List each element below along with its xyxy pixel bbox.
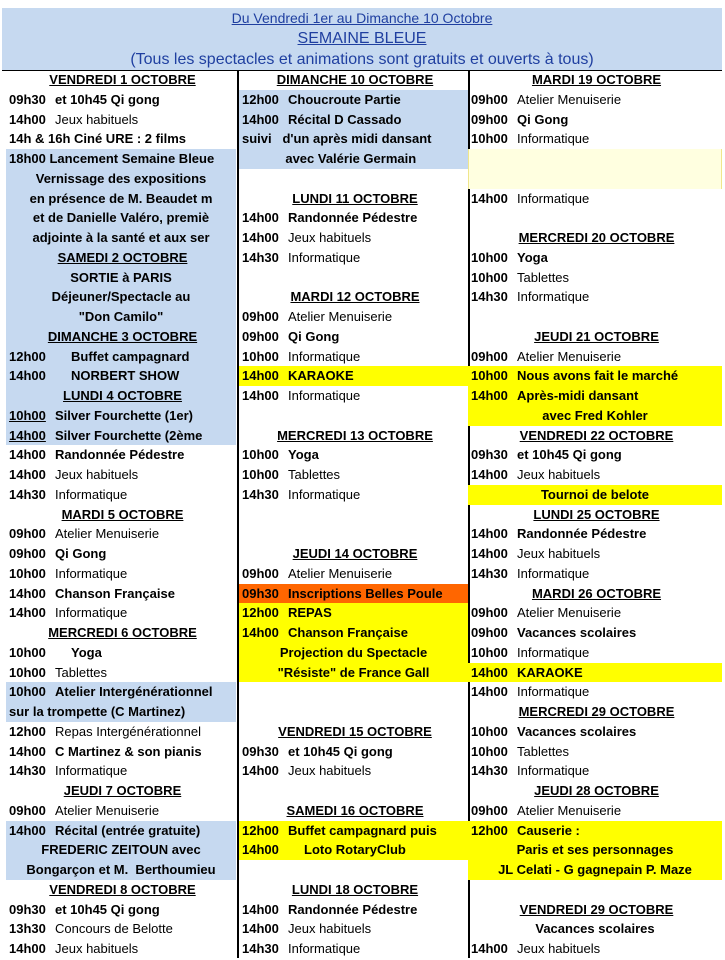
event-time: 09h30 — [9, 901, 46, 917]
event-label: Causerie : — [517, 822, 580, 838]
event-time: 12h00 — [242, 605, 279, 621]
event-row — [468, 544, 722, 564]
event-label: Buffet campagnard — [71, 348, 190, 364]
event-row — [6, 742, 236, 762]
event-time: 14h00 — [9, 585, 46, 601]
event-time: 10h00 — [471, 269, 508, 285]
event-row — [468, 761, 722, 781]
event-label: Jeux habituels — [55, 111, 139, 127]
day-heading: DIMANCHE 10 OCTOBRE — [276, 72, 434, 87]
event-time: 10h00 — [471, 131, 508, 147]
event-label: Informatique — [517, 565, 590, 581]
event-time: 10h00 — [471, 743, 508, 759]
event-row — [468, 287, 722, 307]
event-row — [6, 761, 236, 781]
event-label: Repas Intergénérationnel — [55, 723, 201, 739]
day-heading: LUNDI 18 OCTOBRE — [291, 881, 419, 897]
event-label: Loto RotaryClub — [304, 842, 406, 858]
event-label: Informatique — [517, 289, 590, 305]
day-heading: JEUDI 14 OCTOBRE — [292, 546, 418, 561]
schedule-column-2 — [237, 70, 470, 958]
event-time: 14h00 — [471, 388, 508, 403]
event-label: Randonnée Pédestre — [288, 901, 418, 917]
event-label: Qi Gong — [288, 328, 340, 344]
event-time: 12h00 — [242, 91, 279, 107]
event-time: 10h00 — [9, 644, 46, 660]
event-label: Atelier Menuiserie — [517, 348, 622, 364]
event-note: 14h & 16h Ciné URE : 2 films — [9, 131, 186, 147]
event-note: Tournoi de belote — [468, 485, 722, 505]
event-label: KARAOKE — [517, 664, 583, 680]
event-time: 14h30 — [242, 249, 279, 265]
event-time: 14h00 — [471, 941, 508, 956]
event-time: 14h30 — [9, 763, 46, 779]
event-row — [239, 742, 468, 762]
event-row — [6, 90, 236, 110]
event-label: Jeux habituels — [517, 467, 601, 482]
day-heading: MARDI 12 OCTOBRE — [290, 289, 420, 305]
event-time: 09h00 — [471, 625, 508, 640]
event-time: 09h00 — [242, 565, 279, 581]
event-row — [468, 129, 722, 149]
event-row — [239, 939, 468, 959]
day-heading: VENDREDI 1 OCTOBRE — [49, 72, 196, 87]
event-row — [239, 445, 468, 465]
event-note: sur la trompette (C Martinez) — [6, 702, 236, 722]
event-time: 14h00 — [242, 763, 279, 779]
empty-row — [239, 702, 468, 722]
event-row — [239, 623, 468, 643]
day-heading: JEUDI 7 OCTOBRE — [63, 783, 182, 798]
event-label: Randonnée Pédestre — [517, 526, 647, 542]
day-heading: LUNDI 25 OCTOBRE — [533, 506, 660, 522]
schedule-column-1 — [6, 70, 236, 958]
event-row — [6, 663, 236, 683]
empty-row — [468, 208, 722, 228]
event-time: 10h00 — [9, 664, 46, 680]
event-time: 09h00 — [242, 309, 279, 324]
event-row — [6, 366, 236, 386]
event-note: SORTIE à PARIS — [6, 268, 236, 288]
event-time: 09h00 — [471, 605, 508, 621]
event-label: Informatique — [55, 605, 128, 621]
event-row — [239, 386, 468, 406]
day-heading: LUNDI 11 OCTOBRE — [292, 190, 418, 206]
event-time: 10h00 — [242, 348, 279, 364]
empty-row — [468, 880, 722, 900]
event-label: Choucroute Partie — [288, 91, 401, 107]
event-note: JL Celati - G gagnepain P. Maze — [468, 860, 722, 880]
event-row — [6, 110, 236, 130]
event-label: C Martinez & son pianis — [55, 743, 202, 759]
event-row — [468, 189, 722, 209]
event-row — [468, 445, 722, 465]
event-time: 14h00 — [9, 447, 46, 463]
event-note: Vacances scolaires — [535, 921, 655, 937]
event-row — [6, 821, 236, 841]
event-time: 14h00 — [242, 230, 279, 245]
event-time: 14h00 — [9, 941, 46, 956]
event-label: Chanson Française — [55, 585, 175, 601]
event-label: Vacances scolaires — [517, 723, 637, 739]
event-time: 12h00 — [242, 822, 279, 838]
day-heading: DIMANCHE 3 OCTOBRE — [6, 327, 236, 347]
event-note: Déjeuner/Spectacle au — [6, 287, 236, 307]
event-row — [239, 228, 468, 248]
empty-row — [239, 268, 468, 288]
event-time: 14h00 — [242, 111, 279, 127]
header-title: SEMAINE BLEUE — [2, 28, 722, 50]
event-time: 14h00 — [242, 921, 279, 937]
event-time: 14h00 — [9, 743, 46, 759]
event-note: FREDERIC ZEITOUN avec — [6, 840, 236, 860]
event-time: 14h00 — [471, 190, 508, 206]
event-label: Qi Gong — [517, 111, 569, 127]
event-time: 14h30 — [242, 486, 279, 502]
event-time: 14h30 — [242, 941, 279, 956]
event-label: Chanson Française — [288, 625, 408, 640]
event-row — [468, 366, 722, 386]
event-time: 14h00 — [471, 664, 508, 680]
event-row — [468, 722, 722, 742]
event-time: 09h30 — [242, 585, 279, 601]
event-time: 10h00 — [9, 407, 46, 423]
event-note: et de Danielle Valéro, premiè — [6, 208, 236, 228]
empty-row — [239, 406, 468, 426]
event-time: 14h00 — [9, 111, 46, 127]
empty-row — [239, 781, 468, 801]
event-time: 09h30 — [242, 743, 279, 759]
event-label: Tablettes — [288, 467, 341, 482]
day-heading: MERCREDI 6 OCTOBRE — [48, 625, 197, 640]
event-row — [468, 248, 722, 268]
event-label: Yoga — [71, 644, 102, 660]
event-label: Atelier Intergénérationnel — [55, 684, 213, 700]
day-heading: MERCREDI 20 OCTOBRE — [518, 230, 675, 245]
event-time: 14h30 — [471, 289, 508, 305]
event-label: Atelier Menuiserie — [288, 309, 393, 324]
event-time: 09h00 — [9, 546, 46, 561]
event-time: 10h00 — [471, 723, 508, 739]
day-heading: VENDREDI 8 OCTOBRE — [49, 881, 196, 897]
empty-row — [468, 149, 722, 169]
event-label: Atelier Menuiserie — [288, 565, 393, 581]
event-row — [6, 445, 236, 465]
event-time: 10h00 — [471, 249, 508, 265]
day-heading: MARDI 5 OCTOBRE — [61, 506, 184, 522]
event-time: 14h00 — [242, 210, 279, 226]
event-time: 12h00 — [9, 723, 46, 739]
day-heading: MARDI 26 OCTOBRE — [531, 585, 662, 601]
event-label: Silver Fourchette (2ème — [55, 427, 203, 443]
event-row — [468, 268, 722, 288]
event-label: et 10h45 Qi gong — [55, 901, 160, 917]
empty-row — [239, 860, 468, 880]
event-label: Récital (entrée gratuite) — [55, 822, 201, 838]
empty-row — [468, 307, 722, 327]
day-heading: SAMEDI 16 OCTOBRE — [286, 802, 424, 818]
event-label: Randonnée Pédestre — [55, 447, 185, 463]
event-label: Nous avons fait le marché — [517, 368, 679, 384]
event-row — [239, 90, 468, 110]
event-note: Paris et ses personnages — [468, 840, 722, 860]
event-note: en présence de M. Beaudet m — [6, 189, 236, 209]
event-row — [6, 584, 236, 604]
event-label: Inscriptions Belles Poule — [288, 585, 443, 601]
event-row — [468, 682, 722, 702]
event-row — [6, 919, 236, 939]
event-time: 14h30 — [471, 763, 508, 779]
event-label: Informatique — [517, 131, 590, 147]
event-label: Tablettes — [517, 269, 570, 285]
event-label: Jeux habituels — [517, 546, 601, 561]
event-label: Jeux habituels — [517, 941, 601, 956]
event-time: 09h00 — [9, 802, 46, 818]
event-time: 14h00 — [9, 822, 46, 838]
event-note: suivi d'un après midi dansant — [239, 129, 468, 149]
event-row — [239, 564, 468, 584]
event-row — [6, 347, 236, 367]
event-label: Informatique — [517, 644, 590, 660]
event-time: 14h00 — [471, 546, 508, 561]
event-row — [468, 939, 722, 959]
event-time: 14h00 — [242, 388, 279, 403]
day-heading: VENDREDI 15 OCTOBRE — [278, 723, 432, 739]
event-label: Buffet campagnard puis — [288, 822, 437, 838]
event-label: Informatique — [517, 763, 590, 779]
event-row — [239, 840, 468, 860]
event-time: 14h00 — [9, 368, 46, 384]
event-row — [239, 110, 468, 130]
event-label: Informatique — [55, 486, 128, 502]
day-heading: JEUDI 21 OCTOBRE — [534, 328, 659, 344]
event-label: Jeux habituels — [55, 941, 139, 956]
day-heading: VENDREDI 29 OCTOBRE — [519, 901, 674, 917]
event-label: Informatique — [517, 190, 590, 206]
event-note: avec Fred Kohler — [468, 406, 722, 426]
event-row — [6, 682, 236, 702]
day-heading: VENDREDI 22 OCTOBRE — [519, 427, 674, 443]
day-heading: LUNDI 4 OCTOBRE — [6, 386, 236, 406]
event-row — [468, 742, 722, 762]
event-label: Yoga — [288, 447, 319, 463]
schedule-column-3 — [468, 70, 722, 958]
event-label: Après-midi dansant — [517, 388, 639, 403]
event-row — [468, 801, 722, 821]
empty-row — [239, 682, 468, 702]
event-row — [6, 465, 236, 485]
day-heading: SAMEDI 2 OCTOBRE — [6, 248, 236, 268]
event-note: avec Valérie Germain — [239, 149, 468, 169]
event-label: Informatique — [288, 941, 361, 956]
event-label: Jeux habituels — [55, 467, 139, 482]
event-row — [468, 643, 722, 663]
event-time: 14h00 — [9, 467, 46, 482]
empty-row — [239, 505, 468, 525]
event-time: 14h00 — [9, 605, 46, 621]
empty-row — [468, 169, 722, 189]
event-row — [239, 208, 468, 228]
event-time: 12h00 — [471, 822, 508, 838]
event-label: Jeux habituels — [288, 230, 372, 245]
event-time: 09h00 — [242, 328, 279, 344]
event-label: Informatique — [288, 348, 361, 364]
event-row — [239, 307, 468, 327]
event-time: 14h00 — [471, 526, 508, 542]
event-label: Tablettes — [55, 664, 108, 680]
event-note: Bongarçon et M. Berthoumieu — [6, 860, 236, 880]
event-label: Tablettes — [517, 743, 570, 759]
event-row — [468, 110, 722, 130]
event-note: adjointe à la santé et aux ser — [6, 228, 236, 248]
event-time: 14h00 — [242, 368, 279, 384]
event-row — [239, 603, 468, 623]
header-subtitle: (Tous les spectacles et animations sont gratuits et ouverts à tous) — [2, 50, 722, 71]
event-label: Atelier Menuiserie — [55, 526, 160, 542]
event-row — [468, 465, 722, 485]
event-label: Atelier Menuiserie — [517, 91, 622, 107]
event-label: Informatique — [55, 565, 128, 581]
event-note: "Don Camilo" — [6, 307, 236, 327]
event-row — [6, 485, 236, 505]
event-label: et 10h45 Qi gong — [55, 91, 160, 107]
empty-row — [239, 169, 468, 189]
event-note: Projection du Spectacle — [239, 643, 468, 663]
event-time: 14h00 — [9, 427, 46, 443]
event-label: Informatique — [55, 763, 128, 779]
event-time: 10h00 — [9, 684, 46, 700]
event-label: KARAOKE — [288, 368, 354, 384]
event-row — [6, 801, 236, 821]
event-note: 18h00 Lancement Semaine Bleue — [6, 149, 236, 169]
event-row — [468, 603, 722, 623]
event-label: Atelier Menuiserie — [517, 605, 622, 621]
event-label: NORBERT SHOW — [71, 368, 180, 384]
event-label: Randonnée Pédestre — [288, 210, 418, 226]
event-row — [239, 248, 468, 268]
event-time: 09h00 — [9, 526, 46, 542]
event-label: REPAS — [288, 605, 332, 621]
event-label: Jeux habituels — [288, 921, 372, 937]
event-row — [468, 90, 722, 110]
event-label: Informatique — [288, 388, 361, 403]
event-row — [468, 524, 722, 544]
event-row — [239, 761, 468, 781]
event-time: 10h00 — [242, 447, 279, 463]
event-row — [468, 623, 722, 643]
event-row — [239, 485, 468, 505]
event-row — [468, 663, 722, 683]
event-time: 14h00 — [242, 901, 279, 917]
event-row — [239, 821, 468, 841]
event-label: Informatique — [517, 684, 590, 700]
event-row — [6, 900, 236, 920]
event-row — [239, 465, 468, 485]
header-dates: Du Vendredi 1er au Dimanche 10 Octobre — [2, 8, 722, 28]
event-time: 14h30 — [471, 565, 508, 581]
event-row — [6, 722, 236, 742]
event-row — [6, 939, 236, 959]
event-row — [239, 900, 468, 920]
event-time: 12h00 — [9, 348, 46, 364]
event-time: 09h00 — [471, 348, 508, 364]
event-time: 14h00 — [471, 467, 508, 482]
event-row — [239, 919, 468, 939]
event-label: Qi Gong — [55, 546, 107, 561]
event-row — [239, 327, 468, 347]
event-row — [6, 524, 236, 544]
event-row — [468, 347, 722, 367]
event-time: 14h00 — [471, 684, 508, 700]
empty-row — [239, 524, 468, 544]
event-label: Atelier Menuiserie — [517, 802, 622, 818]
event-label: Silver Fourchette (1er) — [55, 407, 193, 423]
event-time: 09h30 — [9, 91, 46, 107]
event-label: Vacances scolaires — [517, 625, 637, 640]
event-row — [468, 386, 722, 406]
event-row — [6, 564, 236, 584]
day-heading: MERCREDI 29 OCTOBRE — [518, 704, 675, 719]
event-note: "Résiste" de France Gall — [239, 663, 468, 683]
event-time: 13h30 — [9, 921, 46, 937]
event-row — [239, 366, 468, 386]
event-label: Concours de Belotte — [55, 921, 173, 937]
event-label: Jeux habituels — [288, 763, 372, 779]
event-row — [239, 584, 468, 604]
event-time: 09h30 — [471, 447, 508, 463]
event-time: 09h00 — [471, 111, 508, 127]
event-time: 10h00 — [242, 467, 279, 482]
event-row — [468, 821, 722, 841]
day-heading: JEUDI 28 OCTOBRE — [534, 783, 659, 798]
event-label: Informatique — [288, 249, 361, 265]
event-time: 14h00 — [242, 625, 279, 640]
event-time: 10h00 — [471, 644, 508, 660]
event-note: Vernissage des expositions — [6, 169, 236, 189]
event-label: Yoga — [517, 249, 548, 265]
event-label: et 10h45 Qi gong — [288, 743, 393, 759]
event-row — [239, 347, 468, 367]
event-label: Informatique — [288, 486, 361, 502]
event-time: 10h00 — [471, 368, 508, 384]
event-row — [6, 426, 236, 446]
day-heading: MERCREDI 13 OCTOBRE — [277, 427, 433, 443]
event-row — [468, 564, 722, 584]
event-label: Atelier Menuiserie — [55, 802, 160, 818]
event-time: 10h00 — [9, 565, 46, 581]
event-row — [6, 544, 236, 564]
event-label: Récital D Cassado — [288, 111, 402, 127]
event-time: 09h00 — [471, 91, 508, 107]
event-time: 14h30 — [9, 486, 46, 502]
event-time: 09h00 — [471, 802, 508, 818]
event-row — [6, 406, 236, 426]
event-time: 14h00 — [242, 842, 279, 858]
event-label: et 10h45 Qi gong — [517, 447, 622, 463]
event-row — [6, 643, 236, 663]
event-row — [6, 603, 236, 623]
day-heading: MARDI 19 OCTOBRE — [531, 72, 662, 87]
